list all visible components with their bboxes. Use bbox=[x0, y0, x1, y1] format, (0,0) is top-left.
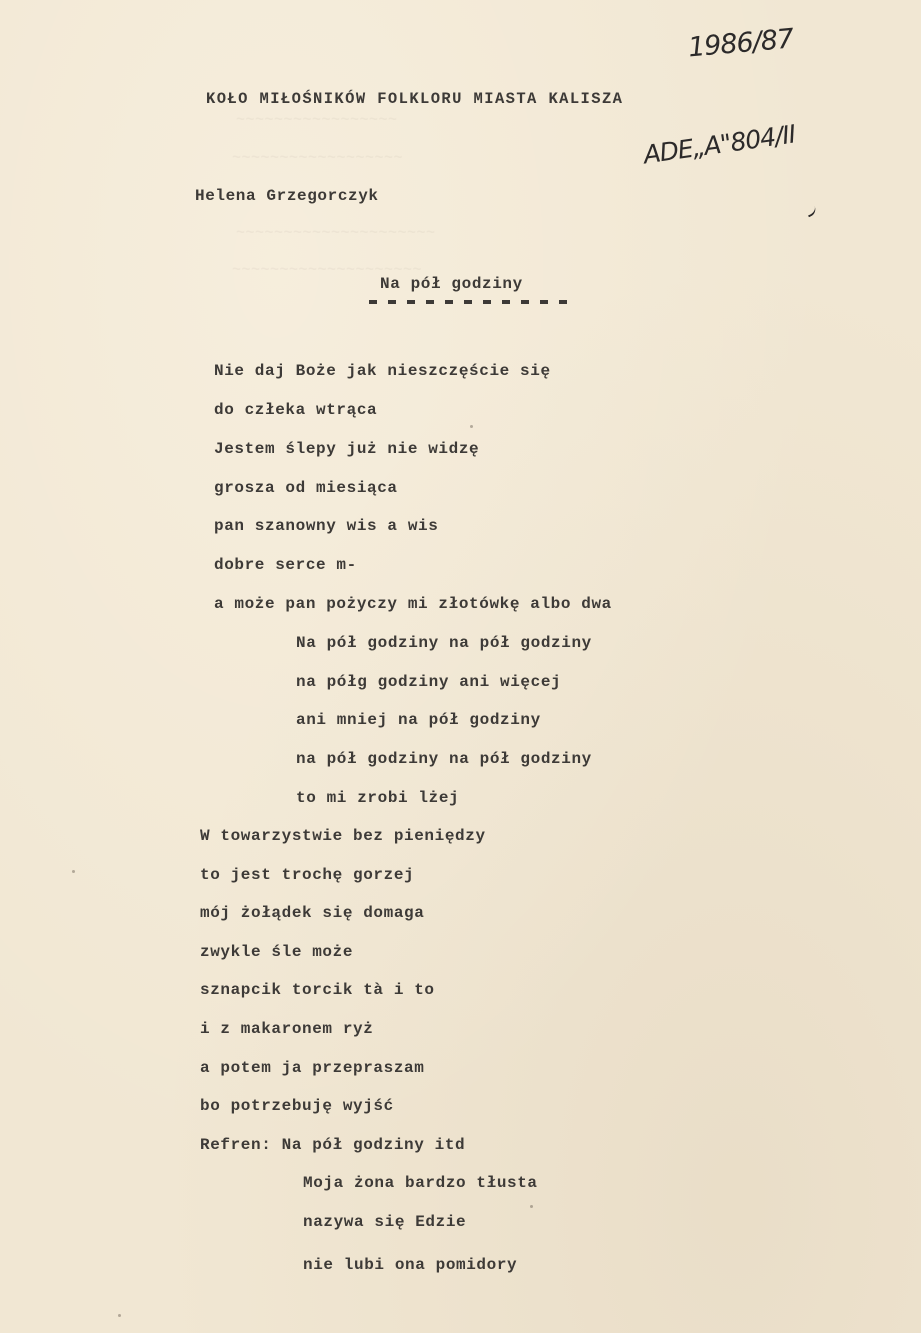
poem-line: zwykle śle może bbox=[200, 943, 354, 961]
poem-line: a może pan pożyczy mi złotówkę albo dwa bbox=[214, 595, 612, 613]
poem-line: to jest trochę gorzej bbox=[200, 866, 415, 884]
paper-speck bbox=[470, 425, 473, 428]
show-through-text: ~~~~~~~~~~~~~~~~~~~~ bbox=[232, 262, 423, 279]
poem-line: W towarzystwie bez pieniędzy bbox=[200, 827, 486, 845]
poem-line: grosza od miesiąca bbox=[214, 479, 398, 497]
organization-heading: KOŁO MIŁOŚNIKÓW FOLKLORU MIASTA KALISZA bbox=[206, 90, 624, 108]
poem-line: bo potrzebuję wyjść bbox=[200, 1097, 394, 1115]
paper-speck bbox=[118, 1314, 121, 1317]
poem-line: i z makaronem ryż bbox=[200, 1020, 374, 1038]
poem-line: dobre serce m- bbox=[214, 556, 357, 574]
pen-mark bbox=[802, 199, 818, 218]
show-through-text: ~~~~~~~~~~~~~~~~~~~~~ bbox=[236, 225, 436, 242]
paper-speck bbox=[72, 870, 75, 873]
handwritten-archive-signature: ADE„A"804/II bbox=[641, 119, 797, 170]
poem-line: nazywa się Edzie bbox=[303, 1213, 467, 1231]
poem-line: sznapcik torcik tà i to bbox=[200, 981, 435, 999]
poem-line: Nie daj Boże jak nieszczęście się bbox=[214, 362, 551, 380]
refrain-line: Na pół godziny na pół godziny bbox=[296, 634, 592, 652]
poem-line: do człeka wtrąca bbox=[214, 401, 378, 419]
poem-line: mój żołądek się domaga bbox=[200, 904, 425, 922]
handwritten-catalog-number: 1986/87 bbox=[686, 23, 795, 64]
poem-line: nie lubi ona pomidory bbox=[303, 1256, 518, 1274]
poem-title: Na pół godziny bbox=[380, 275, 523, 293]
refrain-line: na pół godziny na pół godziny bbox=[296, 750, 592, 768]
poem-line: pan szanowny wis a wis bbox=[214, 517, 439, 535]
poem-line: Moja żona bardzo tłusta bbox=[303, 1174, 538, 1192]
refrain-line: ani mniej na pół godziny bbox=[296, 711, 541, 729]
poem-line: a potem ja przepraszam bbox=[200, 1059, 425, 1077]
refrain-marker: Refren: Na pół godziny itd bbox=[200, 1136, 466, 1154]
poem-line: Jestem ślepy już nie widzę bbox=[214, 440, 480, 458]
paper-speck bbox=[530, 1205, 533, 1208]
show-through-text: ~~~~~~~~~~~~~~~~~ bbox=[236, 112, 398, 129]
show-through-text: ~~~~~~~~~~~~~~~~~~ bbox=[232, 150, 404, 167]
title-underline bbox=[369, 300, 569, 304]
refrain-line: na półg godziny ani więcej bbox=[296, 673, 562, 691]
refrain-line: to mi zrobi lżej bbox=[296, 789, 460, 807]
author-name: Helena Grzegorczyk bbox=[195, 187, 379, 205]
